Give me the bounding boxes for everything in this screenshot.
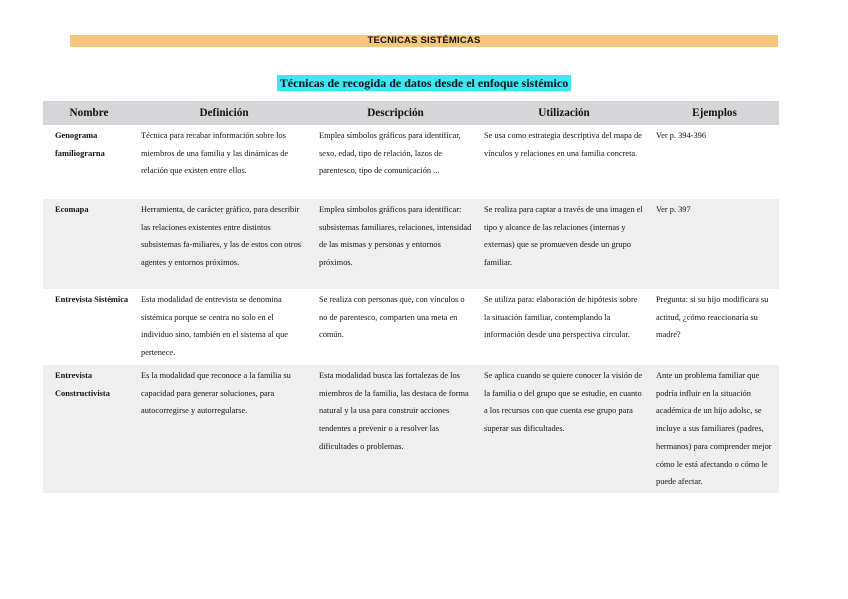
cell-ejemplos: Pregunta: si su hijo modificara su actitud, ¿cómo reaccionaría su madre?: [650, 289, 779, 365]
techniques-table: [43, 101, 779, 493]
cell-definicion: Herramienta, de carácter gráfico, para describir las relaciones existentes entre distintos subsistemas fa-miliares, y las de estos con otros agentes y entornos próximos.: [135, 199, 313, 289]
column-header-ejemplos: Ejemplos: [650, 101, 779, 125]
subtitle: [0, 74, 848, 92]
cell-ejemplos: Ante un problema familiar que podría influir en la situación académica de un hijo adolsc, se incluye a sus familiares (padres, hermanos) para comprender mejor cómo le está afectando o cómo le puede afectar.: [650, 365, 779, 493]
cell-definicion: Es la modalidad que reconoce a la familia su capacidad para generar soluciones, para autocorregirse y autorregularse.: [135, 365, 313, 493]
cell-utilizacion: Se aplica cuando se quiere conocer la visión de la familia o del grupo que se estudie, en cuanto a los recursos con que cuenta ese grupo para superar sus dificultades.: [478, 365, 650, 493]
cell-ejemplos: Ver p. 397: [650, 199, 779, 289]
table-row: [43, 365, 779, 493]
cell-nombre: Entrevista Constructivista: [43, 365, 135, 493]
cell-descripcion: Esta modalidad busca las fortalezas de los miembros de la familia, las destaca de forma natural y la usa para construir acciones tendentes a prevenir o a resolver las dificultades o problemas.: [313, 365, 478, 493]
column-header-definicion: Definición: [135, 101, 313, 125]
subtitle-text: Técnicas de recogida de datos desde el enfoque sistémico: [277, 75, 571, 91]
cell-utilizacion: Se usa como estrategia descriptiva del mapa de vínculos y relaciones en una familia concreta.: [478, 125, 650, 199]
table-header-row: [43, 101, 779, 125]
table-row: [43, 125, 779, 199]
table-row: [43, 199, 779, 289]
cell-definicion: Técnica para recabar información sobre los miembros de una familia y las dinámicas de relación que existen entre ellos.: [135, 125, 313, 199]
cell-definicion: Esta modalidad de entrevista se denomina sistémica porque se centra no solo en el individuo sino, también en el sistema al que pertenece.: [135, 289, 313, 365]
column-header-nombre: Nombre: [43, 101, 135, 125]
cell-descripcion: Emplea símbolos gráficos para identificar, sexo, edad, tipo de relación, lazos de parentesco, tipo de comunicación ...: [313, 125, 478, 199]
banner-title: TECNICAS SISTÉMICAS: [367, 35, 481, 46]
cell-nombre: Entrevista Sistémica: [43, 289, 135, 365]
column-header-utilizacion: Utilización: [478, 101, 650, 125]
column-header-descripcion: Descripción: [313, 101, 478, 125]
table-row: [43, 289, 779, 365]
cell-nombre: Genograma familiograrna: [43, 125, 135, 199]
cell-ejemplos: Ver p. 394-396: [650, 125, 779, 199]
cell-utilizacion: Se utiliza para: elaboración de hipótesis sobre la situación familiar, contemplando la información desde una perspectiva circular.: [478, 289, 650, 365]
title-banner: [70, 35, 778, 47]
cell-utilizacion: Se realiza para captar a través de una imagen el tipo y alcance de las relaciones (internas y externas) que se promueven desde un grupo familiar.: [478, 199, 650, 289]
cell-descripcion: Se realiza con personas que, con vínculos o no de parentesco, comparten una meta en común.: [313, 289, 478, 365]
cell-descripcion: Emplea símbolos gráficos para identificar: subsistemas familiares, relaciones, intensidad de las mismas y personas y entornos próximos.: [313, 199, 478, 289]
cell-nombre: Ecomapa: [43, 199, 135, 289]
